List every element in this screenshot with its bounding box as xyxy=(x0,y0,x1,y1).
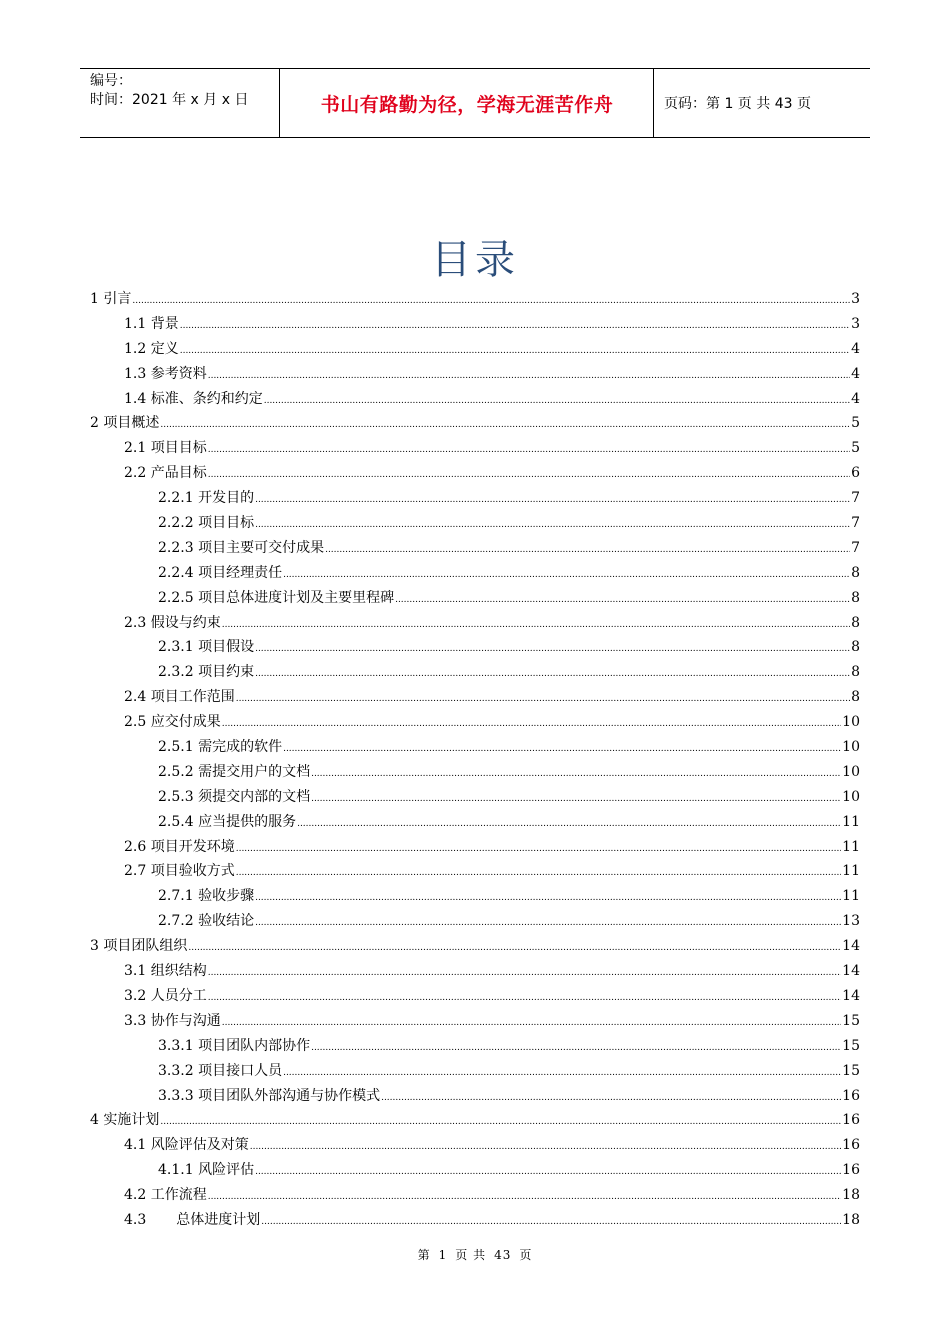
header-number-label: 编号： xyxy=(90,73,132,89)
toc-entry[interactable] xyxy=(88,1209,860,1234)
toc-entry-page: 7 xyxy=(851,539,860,556)
toc-entry-text: 需提交用户的文档 xyxy=(198,763,311,780)
toc-entry-page: 8 xyxy=(851,589,860,606)
toc-entry-number: 2 xyxy=(90,415,99,432)
toc-leader-dots xyxy=(236,694,850,704)
toc-entry[interactable] xyxy=(88,587,860,612)
toc-leader-dots xyxy=(236,844,841,854)
toc-entry[interactable] xyxy=(88,761,860,786)
toc-leader-dots xyxy=(222,1018,841,1028)
toc-entry-label xyxy=(90,935,187,955)
toc-entry-page: 10 xyxy=(842,739,860,756)
toc-leader-dots xyxy=(283,1068,841,1078)
toc-entry-page: 10 xyxy=(842,763,860,780)
toc-entry-text: 项目团队内部协作 xyxy=(198,1037,311,1054)
toc-entry-text: 须提交内部的文档 xyxy=(198,788,311,805)
toc-entry[interactable] xyxy=(88,363,860,388)
toc-entry[interactable] xyxy=(88,1010,860,1035)
toc-entry[interactable] xyxy=(88,1134,860,1159)
toc-entry-page: 8 xyxy=(851,639,860,656)
toc-leader-dots xyxy=(132,296,850,306)
toc-entry[interactable] xyxy=(88,711,860,736)
toc-entry[interactable] xyxy=(88,288,860,313)
footer-page: 1 xyxy=(438,1248,448,1262)
toc-leader-dots xyxy=(261,1217,841,1227)
toc-entry[interactable] xyxy=(88,1184,860,1209)
toc-leader-dots xyxy=(255,669,850,679)
toc-entry-number: 3.3.3 xyxy=(158,1087,194,1104)
toc-entry-label xyxy=(158,512,254,532)
toc-entry-text: 项目团队组织 xyxy=(103,938,188,955)
toc-entry-text: 人员分工 xyxy=(150,987,207,1004)
header-page-info: 页码：第 1 页 共 43 页 xyxy=(664,96,811,112)
toc-entry-label xyxy=(124,1209,260,1229)
toc-entry[interactable] xyxy=(88,388,860,413)
toc-entry-number: 4 xyxy=(90,1112,99,1129)
toc-entry-page: 16 xyxy=(842,1137,860,1154)
toc-entry[interactable] xyxy=(88,412,860,437)
toc-entry-text: 项目工作范围 xyxy=(150,689,235,706)
toc-leader-dots xyxy=(160,1117,841,1127)
toc-entry-text: 应当提供的服务 xyxy=(198,813,297,830)
header-time-label: 时间：2021 年 x 月 x 日 xyxy=(90,92,249,108)
toc-entry-page: 4 xyxy=(851,390,860,407)
table-of-contents xyxy=(88,288,860,1234)
toc-entry-page: 8 xyxy=(851,564,860,581)
footer-suffix: 页 xyxy=(519,1248,533,1262)
toc-entry[interactable] xyxy=(88,960,860,985)
toc-entry-number: 3.1 xyxy=(124,963,147,980)
toc-entry-number: 1 xyxy=(90,291,99,307)
toc-entry-page: 15 xyxy=(842,1062,860,1079)
toc-entry-label xyxy=(158,587,394,607)
toc-entry-label xyxy=(158,1159,254,1179)
toc-entry-text: 工作流程 xyxy=(150,1187,207,1204)
toc-entry-text: 项目验收方式 xyxy=(150,863,235,880)
toc-entry-label xyxy=(158,487,254,507)
toc-entry[interactable] xyxy=(88,1085,860,1110)
toc-entry[interactable] xyxy=(88,537,860,562)
toc-entry-number: 2.7 xyxy=(124,863,147,880)
toc-entry-number: 2.2 xyxy=(124,465,147,482)
footer-total: 43 xyxy=(494,1248,512,1262)
toc-entry[interactable] xyxy=(88,562,860,587)
toc-entry-text: 验收步骤 xyxy=(198,888,255,905)
toc-entry-number: 3.3.1 xyxy=(158,1037,194,1054)
toc-entry-label xyxy=(90,288,131,308)
toc-entry-label xyxy=(90,1109,159,1129)
toc-entry-label xyxy=(158,636,254,656)
toc-entry[interactable] xyxy=(88,612,860,637)
toc-entry-label xyxy=(124,985,207,1005)
toc-entry-label xyxy=(124,711,221,731)
toc-entry-text: 应交付成果 xyxy=(150,714,221,731)
toc-entry-text: 风险评估 xyxy=(198,1162,255,1179)
toc-entry-page: 14 xyxy=(842,938,860,955)
toc-entry-label xyxy=(124,388,263,408)
toc-entry-text: 项目主要可交付成果 xyxy=(198,539,325,556)
toc-entry-number: 4.1.1 xyxy=(158,1162,194,1179)
toc-leader-dots xyxy=(255,918,841,928)
toc-entry-page: 15 xyxy=(842,1037,860,1054)
toc-entry[interactable] xyxy=(88,935,860,960)
toc-entry-number: 2.3.1 xyxy=(158,639,194,656)
toc-entry-text: 项目团队外部沟通与协作模式 xyxy=(198,1087,381,1104)
toc-entry-page: 5 xyxy=(851,440,860,457)
toc-entry-label xyxy=(158,786,310,806)
toc-entry[interactable] xyxy=(88,985,860,1010)
toc-leader-dots xyxy=(188,943,841,953)
toc-leader-dots xyxy=(208,371,850,381)
toc-entry-label xyxy=(158,1085,380,1105)
toc-entry-text: 组织结构 xyxy=(150,963,207,980)
toc-entry-page: 6 xyxy=(851,465,860,482)
toc-leader-dots xyxy=(208,993,841,1003)
toc-leader-dots xyxy=(264,396,850,406)
toc-entry[interactable] xyxy=(88,860,860,885)
toc-entry-label xyxy=(90,412,159,432)
toc-entry-text: 参考资料 xyxy=(150,365,207,382)
toc-entry-text: 产品目标 xyxy=(150,465,207,482)
toc-entry-page: 3 xyxy=(851,291,860,307)
toc-entry-label xyxy=(158,736,282,756)
toc-entry-label xyxy=(158,562,282,582)
toc-title: 目录 xyxy=(431,237,519,283)
toc-entry-label xyxy=(124,1134,249,1154)
footer-prefix: 第 xyxy=(417,1248,431,1262)
toc-entry-page: 5 xyxy=(851,415,860,432)
toc-entry-page: 8 xyxy=(851,664,860,681)
toc-leader-dots xyxy=(283,744,841,754)
toc-entry[interactable] xyxy=(88,1060,860,1085)
toc-entry-label xyxy=(158,537,324,557)
toc-entry-number: 2.3 xyxy=(124,614,147,631)
toc-entry-number: 2.5.1 xyxy=(158,739,194,756)
toc-entry[interactable] xyxy=(88,885,860,910)
toc-entry-text: 项目总体进度计划及主要里程碑 xyxy=(198,589,395,606)
toc-entry-label xyxy=(124,437,207,457)
toc-entry-page: 16 xyxy=(842,1112,860,1129)
toc-entry-number: 4.1 xyxy=(124,1137,147,1154)
toc-leader-dots xyxy=(311,769,841,779)
toc-entry[interactable] xyxy=(88,636,860,661)
toc-entry-text: 项目经理责任 xyxy=(198,564,283,581)
toc-entry-label xyxy=(124,612,221,632)
toc-leader-dots xyxy=(208,1192,841,1202)
toc-leader-dots xyxy=(395,595,850,605)
toc-entry[interactable] xyxy=(88,786,860,811)
toc-entry-text: 总体进度计划 xyxy=(176,1211,261,1228)
footer-middle: 页 共 xyxy=(455,1248,487,1262)
toc-entry-text: 定义 xyxy=(150,340,179,357)
toc-entry-text: 假设与约束 xyxy=(150,614,221,631)
toc-entry-page: 3 xyxy=(851,315,860,332)
document-header xyxy=(80,68,870,138)
toc-entry-label xyxy=(124,1184,207,1204)
toc-leader-dots xyxy=(381,1093,841,1103)
toc-entry-number: 2.5.3 xyxy=(158,788,194,805)
toc-entry-number: 3.3.2 xyxy=(158,1062,194,1079)
toc-leader-dots xyxy=(297,819,841,829)
toc-entry[interactable] xyxy=(88,462,860,487)
toc-entry-number: 3.3 xyxy=(124,1012,147,1029)
toc-entry-text: 项目概述 xyxy=(103,415,160,432)
toc-entry-page: 11 xyxy=(842,813,860,830)
toc-entry-number: 2.2.4 xyxy=(158,564,194,581)
toc-leader-dots xyxy=(208,470,850,480)
toc-entry-page: 7 xyxy=(851,515,860,532)
toc-leader-dots xyxy=(180,321,850,331)
toc-entry[interactable] xyxy=(88,487,860,512)
toc-entry-number: 4.3 xyxy=(124,1211,147,1228)
toc-entry-label xyxy=(124,1010,221,1030)
toc-entry-page: 11 xyxy=(842,888,860,905)
toc-entry-page: 11 xyxy=(842,838,860,855)
toc-entry-text: 验收结论 xyxy=(198,913,255,930)
toc-entry[interactable] xyxy=(88,437,860,462)
toc-entry-page: 13 xyxy=(842,913,860,930)
toc-entry-text: 实施计划 xyxy=(103,1112,160,1129)
toc-entry[interactable] xyxy=(88,1109,860,1134)
toc-entry-label xyxy=(124,363,207,383)
toc-entry-label xyxy=(158,811,296,831)
toc-entry-text: 项目开发环境 xyxy=(150,838,235,855)
toc-leader-dots xyxy=(180,346,850,356)
toc-leader-dots xyxy=(208,968,841,978)
toc-entry-page: 7 xyxy=(851,490,860,507)
toc-entry-label xyxy=(124,836,235,856)
toc-entry-number: 2.1 xyxy=(124,440,147,457)
toc-entry-label xyxy=(158,1060,282,1080)
toc-entry-number: 3.2 xyxy=(124,987,147,1004)
toc-entry-label xyxy=(158,885,254,905)
toc-entry-label xyxy=(124,960,207,980)
toc-entry-number: 2.5.4 xyxy=(158,813,194,830)
toc-leader-dots xyxy=(255,893,841,903)
toc-entry-page: 4 xyxy=(851,340,860,357)
toc-entry-label xyxy=(124,313,179,333)
toc-entry-label xyxy=(124,462,207,482)
toc-entry-number: 2.2.2 xyxy=(158,515,194,532)
toc-entry-page: 18 xyxy=(842,1211,860,1228)
toc-entry[interactable] xyxy=(88,836,860,861)
toc-entry-number: 1.4 xyxy=(124,390,147,407)
toc-entry-page: 14 xyxy=(842,963,860,980)
toc-entry[interactable] xyxy=(88,1035,860,1060)
toc-entry-text: 开发目的 xyxy=(198,490,255,507)
toc-entry-page: 10 xyxy=(842,714,860,731)
toc-leader-dots xyxy=(236,868,841,878)
toc-entry-number: 4.2 xyxy=(124,1187,147,1204)
toc-leader-dots xyxy=(255,1167,841,1177)
toc-entry-page: 14 xyxy=(842,987,860,1004)
toc-entry-label xyxy=(124,338,179,358)
toc-entry-text: 项目目标 xyxy=(198,515,255,532)
toc-entry-text: 项目假设 xyxy=(198,639,255,656)
toc-leader-dots xyxy=(222,620,850,630)
toc-entry-label xyxy=(124,686,235,706)
toc-entry-number: 2.5 xyxy=(124,714,147,731)
toc-entry[interactable] xyxy=(88,512,860,537)
toc-entry[interactable] xyxy=(88,661,860,686)
toc-entry-number: 2.2.1 xyxy=(158,490,194,507)
toc-entry[interactable] xyxy=(88,811,860,836)
toc-entry-text: 引言 xyxy=(103,291,132,307)
toc-entry-text: 项目接口人员 xyxy=(198,1062,283,1079)
toc-leader-dots xyxy=(311,1043,841,1053)
toc-entry-number: 3 xyxy=(90,938,99,955)
toc-entry-number: 2.4 xyxy=(124,689,147,706)
toc-entry-text: 项目约束 xyxy=(198,664,255,681)
toc-entry[interactable] xyxy=(88,736,860,761)
toc-entry-page: 10 xyxy=(842,788,860,805)
toc-leader-dots xyxy=(311,794,841,804)
toc-entry[interactable] xyxy=(88,686,860,711)
toc-entry-number: 1.1 xyxy=(124,315,147,332)
toc-entry-page: 4 xyxy=(851,365,860,382)
toc-entry-label xyxy=(158,661,254,681)
header-motto: 书山有路勤为径，学海无涯苦作舟 xyxy=(281,69,654,137)
toc-leader-dots xyxy=(325,545,850,555)
toc-leader-dots xyxy=(255,520,850,530)
toc-leader-dots xyxy=(283,570,850,580)
toc-entry-text: 标准、条约和约定 xyxy=(150,390,263,407)
toc-entry[interactable] xyxy=(88,1159,860,1184)
page-footer xyxy=(0,1246,950,1263)
toc-entry-number: 2.5.2 xyxy=(158,763,194,780)
toc-entry[interactable] xyxy=(88,313,860,338)
toc-entry-number: 2.7.1 xyxy=(158,888,194,905)
toc-entry-number: 2.6 xyxy=(124,838,147,855)
toc-entry-page: 18 xyxy=(842,1187,860,1204)
toc-leader-dots xyxy=(208,445,850,455)
toc-entry[interactable] xyxy=(88,338,860,363)
toc-entry-number: 2.2.5 xyxy=(158,589,194,606)
header-meta-cell xyxy=(80,69,280,137)
toc-entry-page: 16 xyxy=(842,1162,860,1179)
toc-entry-label xyxy=(124,860,235,880)
toc-entry-page: 8 xyxy=(851,614,860,631)
toc-entry-page: 11 xyxy=(842,863,860,880)
toc-entry-text: 背景 xyxy=(150,315,179,332)
toc-entry-page: 15 xyxy=(842,1012,860,1029)
toc-entry-text: 项目目标 xyxy=(150,440,207,457)
toc-leader-dots xyxy=(250,1142,841,1152)
toc-leader-dots xyxy=(255,644,850,654)
toc-entry-text: 协作与沟通 xyxy=(150,1012,221,1029)
toc-entry-page: 8 xyxy=(851,689,860,706)
toc-leader-dots xyxy=(160,420,850,430)
toc-entry-page: 16 xyxy=(842,1087,860,1104)
toc-entry-label xyxy=(158,910,254,930)
toc-entry-number: 2.3.2 xyxy=(158,664,194,681)
toc-leader-dots xyxy=(222,719,841,729)
toc-entry-label xyxy=(158,761,310,781)
toc-entry-label xyxy=(158,1035,310,1055)
toc-entry[interactable] xyxy=(88,910,860,935)
toc-entry-number: 1.2 xyxy=(124,340,147,357)
toc-entry-number: 2.7.2 xyxy=(158,913,194,930)
toc-entry-number: 2.2.3 xyxy=(158,539,194,556)
toc-entry-text: 风险评估及对策 xyxy=(150,1137,249,1154)
toc-entry-number: 1.3 xyxy=(124,365,147,382)
toc-entry-text: 需完成的软件 xyxy=(198,739,283,756)
toc-leader-dots xyxy=(255,495,850,505)
